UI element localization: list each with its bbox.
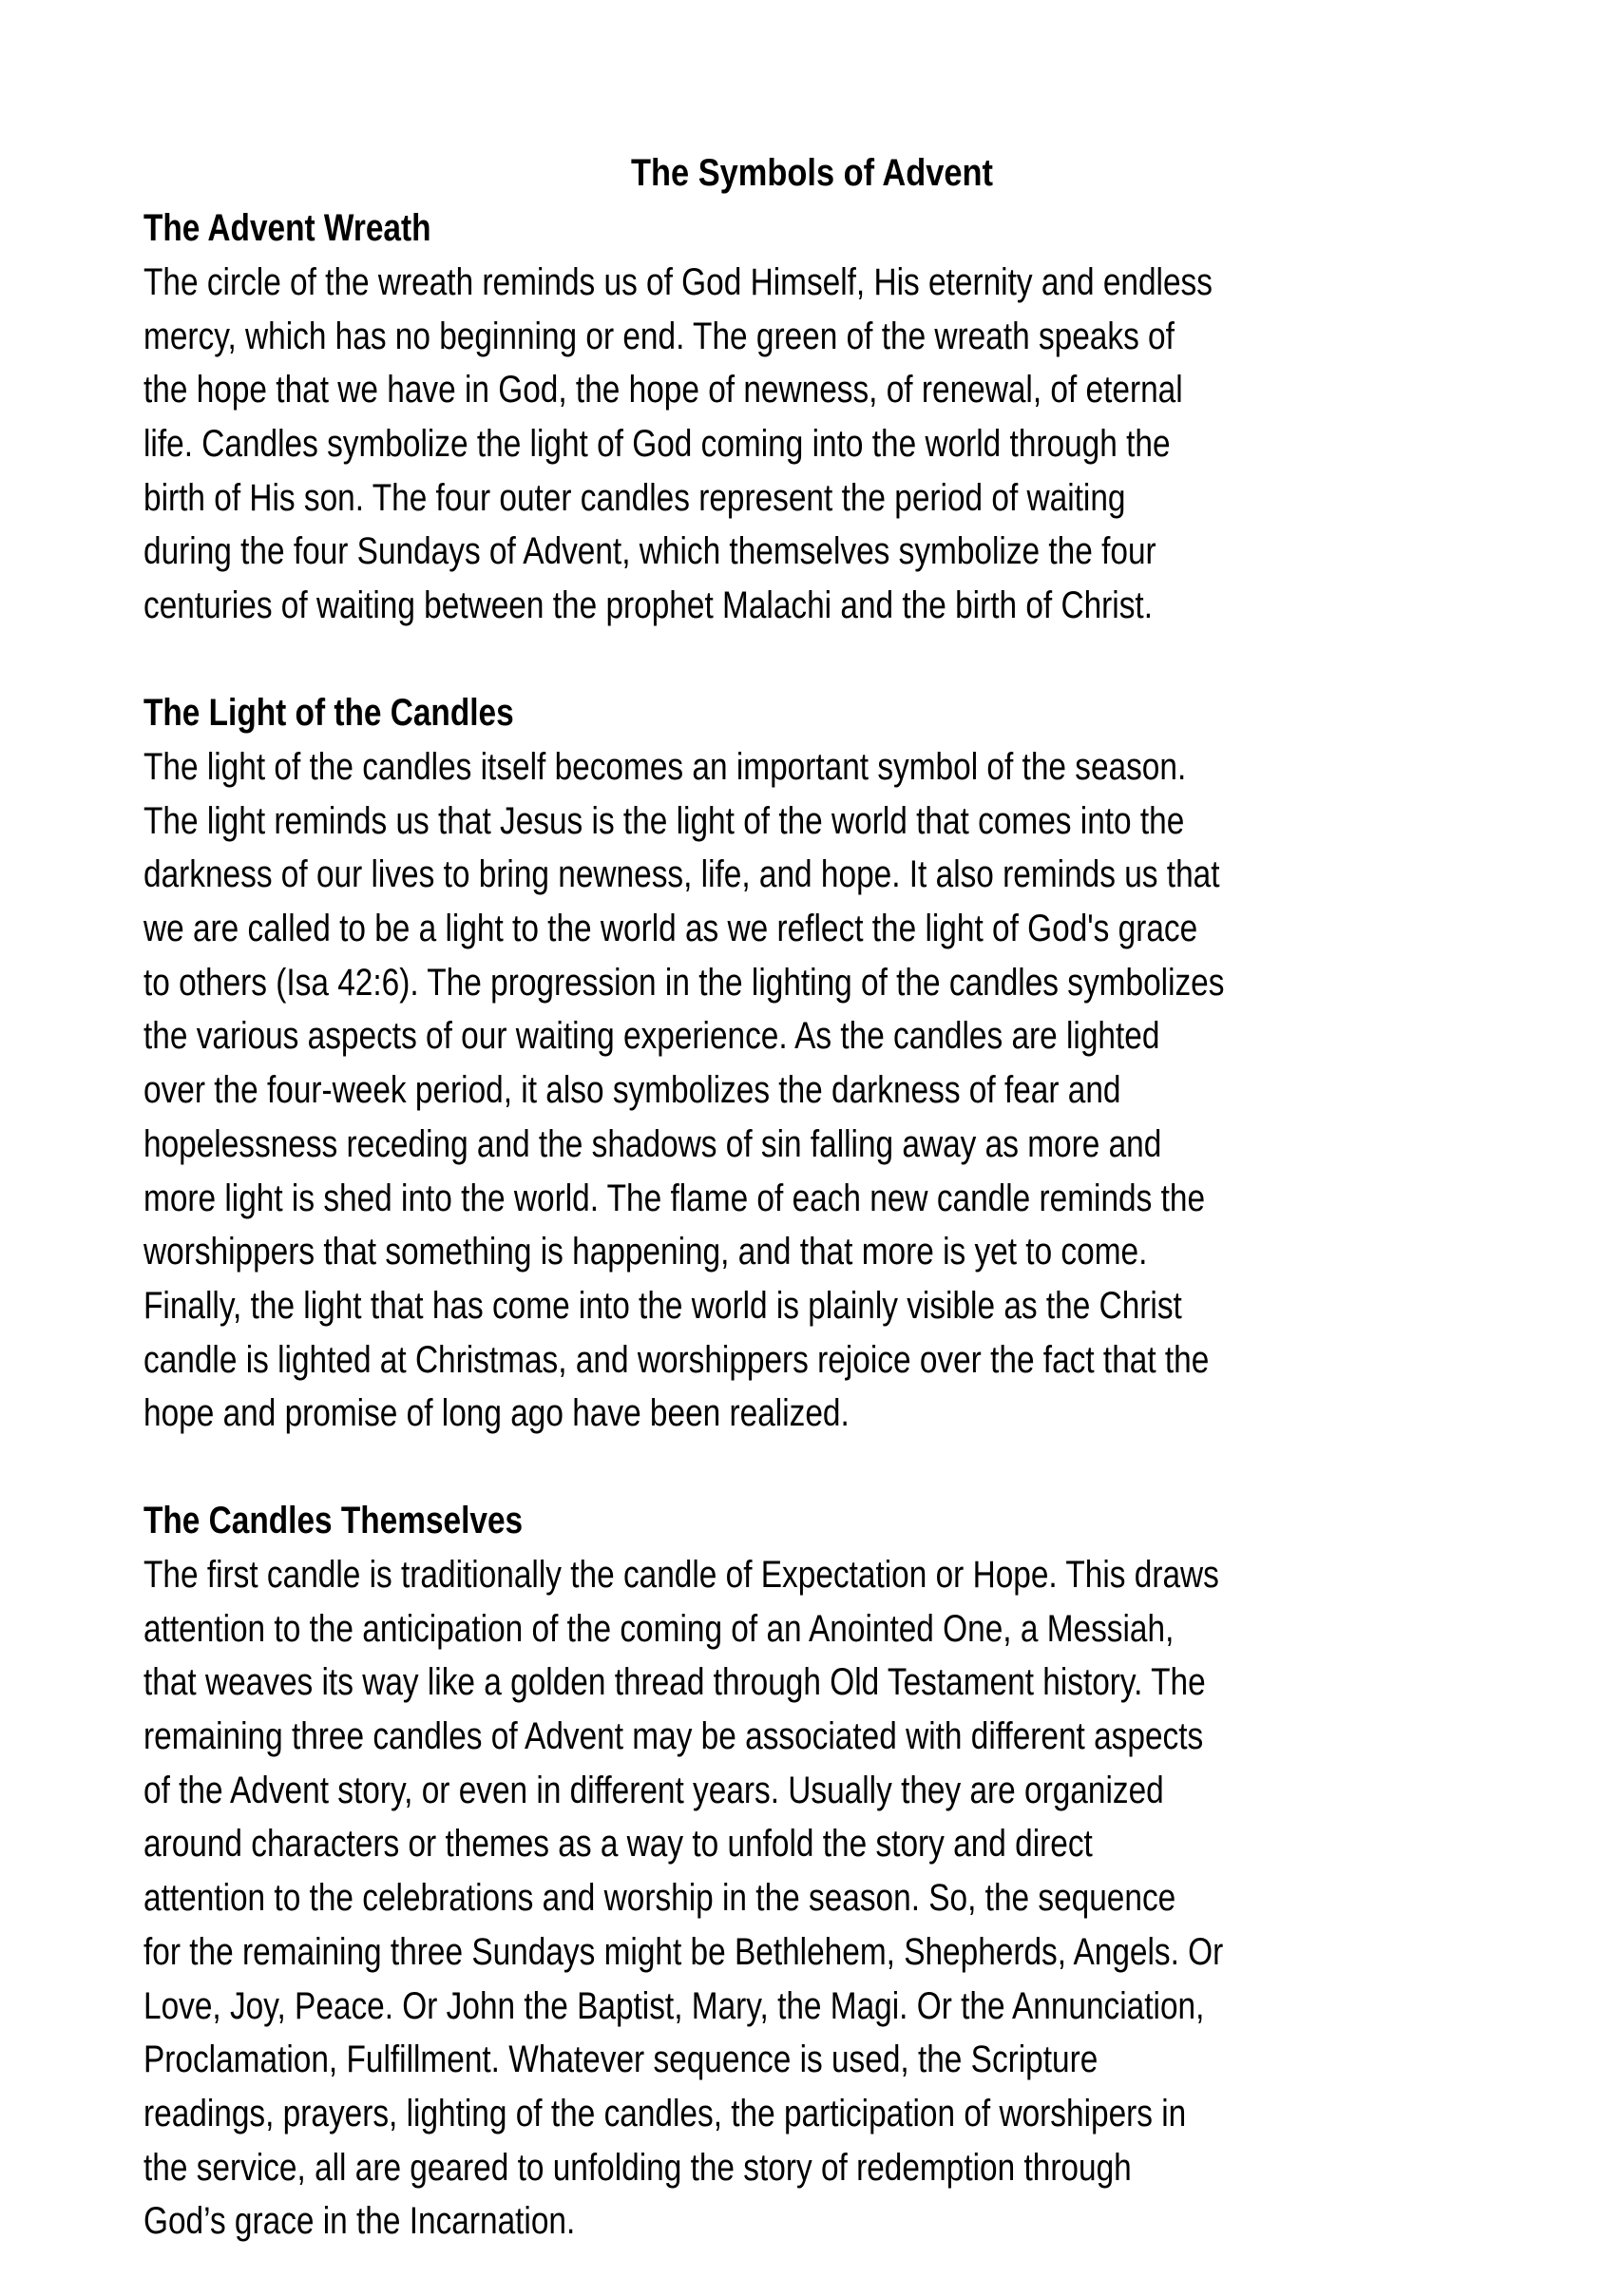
body-text-line: Finally, the light that has come into the world is plainly visible as the Christ	[143, 1284, 1182, 1327]
body-text-line: birth of His son. The four outer candles represent the period of waiting	[143, 476, 1126, 519]
body-text-line: around characters or themes as a way to unfold the story and direct	[143, 1823, 1093, 1866]
body-text-line: worshippers that something is happening, and that more is yet to come.	[143, 1231, 1148, 1273]
body-text-line: that weaves its way like a golden thread through Old Testament history. The	[143, 1661, 1206, 1704]
body-text-line: hope and promise of long ago have been realized.	[143, 1392, 850, 1435]
section-heading: The Candles Themselves	[143, 1500, 524, 1541]
body-text-line: darkness of our lives to bring newness, life, and hope. It also reminds us that	[143, 853, 1220, 896]
body-text-line: mercy, which has no beginning or end. The green of the wreath speaks of	[143, 315, 1175, 357]
body-text-line: attention to the celebrations and worship in the season. So, the sequence	[143, 1877, 1176, 1920]
section-body	[143, 256, 1521, 633]
body-text-line: Love, Joy, Peace. Or John the Baptist, Mary, the Magi. Or the Annunciation,	[143, 1984, 1205, 2027]
section-light-of-candles	[143, 686, 1521, 1441]
body-text-line: The light of the candles itself becomes an important symbol of the season.	[143, 746, 1187, 788]
section-heading: The Advent Wreath	[143, 207, 431, 249]
section-body	[143, 1548, 1521, 2249]
section-candles-themselves	[143, 1494, 1521, 2249]
section-heading: The Light of the Candles	[143, 692, 514, 734]
body-text-line: The light reminds us that Jesus is the light of the world that comes into the	[143, 799, 1185, 842]
body-text-line: The first candle is traditionally the candle of Expectation or Hope. This draws	[143, 1554, 1219, 1596]
body-text-line: of the Advent story, or even in different years. Usually they are organized	[143, 1769, 1164, 1811]
body-text-line: more light is shed into the world. The flame of each new candle reminds the	[143, 1177, 1206, 1219]
body-text-line: God’s grace in the Incarnation.	[143, 2200, 576, 2243]
body-text-line: the hope that we have in God, the hope of newness, of renewal, of eternal	[143, 369, 1183, 412]
body-text-line: The circle of the wreath reminds us of God Himself, His eternity and endless	[143, 261, 1213, 303]
body-text-line: remaining three candles of Advent may be associated with different aspects	[143, 1715, 1204, 1758]
document-title: The Symbols of Advent	[630, 152, 993, 194]
body-text-line: hopelessness receding and the shadows of sin falling away as more and	[143, 1122, 1162, 1165]
body-text-line: life. Candles symbolize the light of God coming into the world through the	[143, 423, 1171, 466]
body-text-line: over the four-week period, it also symbolizes the darkness of fear and	[143, 1069, 1121, 1112]
body-text-line: centuries of waiting between the prophet Malachi and the birth of Christ.	[143, 584, 1153, 627]
body-text-line: the various aspects of our waiting experience. As the candles are lighted	[143, 1015, 1160, 1058]
body-text-line: Proclamation, Fulfillment. Whatever sequence is used, the Scripture	[143, 2039, 1099, 2081]
body-text-line: to others (Isa 42:6). The progression in the lighting of the candles symbolizes	[143, 961, 1225, 1004]
section-body	[143, 740, 1521, 1441]
body-text-line: attention to the anticipation of the coming of an Anointed One, a Messiah,	[143, 1607, 1175, 1650]
section-advent-wreath	[143, 201, 1521, 633]
body-text-line: the service, all are geared to unfolding the story of redemption through	[143, 2146, 1132, 2189]
body-text-line: candle is lighted at Christmas, and worshippers rejoice over the fact that the	[143, 1338, 1210, 1381]
body-text-line: during the four Sundays of Advent, which themselves symbolize the four	[143, 530, 1156, 573]
body-text-line: readings, prayers, lighting of the candles, the participation of worshipers in	[143, 2092, 1187, 2134]
body-text-line: we are called to be a light to the world as we reflect the light of God's grace	[143, 908, 1198, 950]
body-text-line: for the remaining three Sundays might be Bethlehem, Shepherds, Angels. Or	[143, 1930, 1224, 1973]
